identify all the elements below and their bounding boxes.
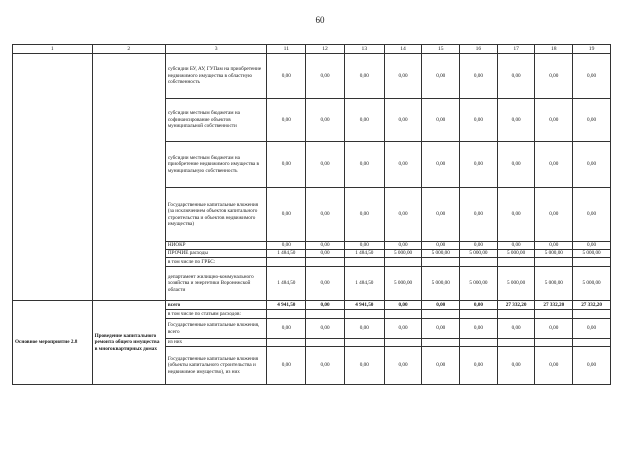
value-cell: 0,00 (384, 319, 422, 339)
value-cell: 0,00 (306, 319, 345, 339)
value-cell: 0,00 (535, 347, 573, 385)
value-cell (267, 310, 306, 319)
value-cell: 0,00 (306, 267, 345, 301)
value-cell: 5 000,00 (460, 250, 498, 258)
column-number: 15 (422, 45, 460, 54)
value-cell: 0,00 (422, 242, 460, 250)
value-cell: 5 000,00 (535, 267, 573, 301)
value-cell: 0,00 (535, 142, 573, 188)
value-cell: 0,00 (267, 142, 306, 188)
value-cell: 0,00 (344, 142, 384, 188)
value-cell: 0,00 (422, 188, 460, 242)
value-cell (422, 339, 460, 347)
value-cell (497, 339, 535, 347)
value-cell: 0,00 (384, 347, 422, 385)
row-label: ПРОЧИЕ расходы (165, 250, 267, 258)
value-cell: 0,00 (422, 319, 460, 339)
value-cell: 0,00 (306, 142, 345, 188)
page-number: 60 (315, 15, 325, 25)
value-cell: 0,00 (306, 347, 345, 385)
value-cell: 0,00 (573, 319, 611, 339)
column-number: 19 (573, 45, 611, 54)
column-number: 1 (13, 45, 93, 54)
value-cell: 0,00 (384, 99, 422, 142)
value-cell: 0,00 (422, 54, 460, 99)
value-cell: 0,00 (460, 319, 498, 339)
value-cell: 0,00 (422, 347, 460, 385)
activity-code: Основное мероприятие 2.8 (13, 301, 93, 385)
row-label: Государственные капитальные вложения (за исключением объектов капитального строительства и объектов недвижимого имущества) (165, 188, 267, 242)
value-cell: 0,00 (460, 54, 498, 99)
column-number: 13 (344, 45, 384, 54)
value-cell (573, 310, 611, 319)
value-cell: 0,00 (344, 242, 384, 250)
row-label: из них (165, 339, 267, 347)
value-cell (460, 310, 498, 319)
value-cell: 0,00 (267, 347, 306, 385)
row-label: в том числе по ГРБС: (165, 258, 267, 267)
row-label: департамент жилищно-коммунального хозяйства и энергетики Воронежской области (165, 267, 267, 301)
value-cell: 0,00 (573, 188, 611, 242)
value-cell: 0,00 (497, 142, 535, 188)
value-cell: 0,00 (460, 347, 498, 385)
value-cell: 0,00 (267, 54, 306, 99)
value-cell: 0,00 (497, 54, 535, 99)
value-cell: 0,00 (306, 242, 345, 250)
column-number: 17 (497, 45, 535, 54)
value-cell (497, 258, 535, 267)
value-cell (422, 310, 460, 319)
activity-cell (13, 54, 93, 301)
row-label: всего (165, 301, 267, 310)
value-cell: 0,00 (344, 347, 384, 385)
value-cell: 5 000,00 (535, 250, 573, 258)
activity-title: Проведение капитального ремонта общего имущества в многоквартирных домах (92, 301, 165, 385)
value-cell: 0,00 (497, 319, 535, 339)
value-cell: 5 000,00 (497, 267, 535, 301)
value-cell: 0,00 (497, 242, 535, 250)
value-cell: 0,00 (306, 250, 345, 258)
value-cell: 0,00 (460, 301, 498, 310)
value-cell (384, 339, 422, 347)
column-number: 3 (165, 45, 267, 54)
value-cell: 1 484,50 (267, 267, 306, 301)
value-cell (535, 258, 573, 267)
value-cell (306, 339, 345, 347)
value-cell: 5 000,00 (460, 267, 498, 301)
value-cell: 1 484,50 (344, 267, 384, 301)
value-cell: 0,00 (460, 188, 498, 242)
table-row (13, 301, 611, 310)
value-cell: 27 332,20 (497, 301, 535, 310)
row-label: субсидии БУ, АУ, ГУПам на приобретение недвижимого имущества в областную собственность (165, 54, 267, 99)
value-cell: 5 000,00 (422, 267, 460, 301)
value-cell: 0,00 (535, 319, 573, 339)
column-number: 11 (267, 45, 306, 54)
value-cell: 0,00 (460, 142, 498, 188)
value-cell (535, 310, 573, 319)
value-cell: 1 484,50 (267, 250, 306, 258)
value-cell: 0,00 (573, 99, 611, 142)
value-cell (344, 310, 384, 319)
value-cell: 0,00 (344, 54, 384, 99)
row-label: субсидии местным бюджетам на софинансирование объектов муниципальной собственности (165, 99, 267, 142)
value-cell: 0,00 (306, 99, 345, 142)
value-cell: 0,00 (267, 188, 306, 242)
value-cell: 0,00 (384, 242, 422, 250)
value-cell: 0,00 (267, 99, 306, 142)
value-cell: 0,00 (306, 54, 345, 99)
value-cell: 0,00 (573, 242, 611, 250)
value-cell: 0,00 (306, 188, 345, 242)
value-cell: 4 941,50 (267, 301, 306, 310)
column-number: 12 (306, 45, 345, 54)
value-cell (460, 339, 498, 347)
budget-table (12, 44, 611, 385)
value-cell: 0,00 (460, 242, 498, 250)
value-cell: 0,00 (384, 188, 422, 242)
activity-name-cell (92, 54, 165, 301)
value-cell: 0,00 (535, 242, 573, 250)
value-cell: 0,00 (267, 242, 306, 250)
value-cell (460, 258, 498, 267)
value-cell: 0,00 (422, 301, 460, 310)
value-cell (573, 339, 611, 347)
value-cell: 0,00 (422, 99, 460, 142)
value-cell (384, 258, 422, 267)
value-cell (535, 339, 573, 347)
row-label: Государственные капитальные вложения (объекты капитального строительства и недвижимое имущество), из них (165, 347, 267, 385)
value-cell: 0,00 (384, 54, 422, 99)
section-b (13, 301, 611, 385)
value-cell: 0,00 (573, 54, 611, 99)
value-cell: 5 000,00 (573, 250, 611, 258)
value-cell: 0,00 (535, 99, 573, 142)
value-cell: 5 000,00 (422, 250, 460, 258)
value-cell (497, 310, 535, 319)
row-label: НИОКР (165, 242, 267, 250)
value-cell: 0,00 (535, 188, 573, 242)
value-cell (267, 339, 306, 347)
value-cell: 0,00 (573, 142, 611, 188)
column-number: 18 (535, 45, 573, 54)
value-cell: 5 000,00 (573, 267, 611, 301)
value-cell (384, 310, 422, 319)
value-cell: 0,00 (460, 99, 498, 142)
value-cell (344, 258, 384, 267)
value-cell: 0,00 (535, 54, 573, 99)
value-cell (573, 258, 611, 267)
row-label: в том числе по статьям расходов: (165, 310, 267, 319)
value-cell: 1 484,50 (344, 250, 384, 258)
value-cell (306, 258, 345, 267)
value-cell: 27 332,20 (573, 301, 611, 310)
column-number: 16 (460, 45, 498, 54)
row-label: субсидии местным бюджетам на приобретение недвижимого имущества в муниципальную собственность (165, 142, 267, 188)
value-cell: 0,00 (497, 188, 535, 242)
column-number: 14 (384, 45, 422, 54)
value-cell: 0,00 (422, 142, 460, 188)
value-cell: 0,00 (344, 188, 384, 242)
column-number: 2 (92, 45, 165, 54)
value-cell (422, 258, 460, 267)
value-cell: 0,00 (573, 347, 611, 385)
section-a (13, 54, 611, 301)
value-cell (344, 339, 384, 347)
value-cell: 0,00 (267, 319, 306, 339)
value-cell: 5 000,00 (384, 267, 422, 301)
value-cell: 0,00 (384, 301, 422, 310)
value-cell: 0,00 (497, 347, 535, 385)
value-cell: 0,00 (344, 319, 384, 339)
value-cell (267, 258, 306, 267)
table-row (13, 54, 611, 99)
value-cell: 27 332,20 (535, 301, 573, 310)
column-numbers-row (13, 45, 611, 54)
value-cell: 0,00 (306, 301, 345, 310)
row-label: Государственные капитальные вложения, всего (165, 319, 267, 339)
value-cell: 0,00 (384, 142, 422, 188)
value-cell: 4 941,50 (344, 301, 384, 310)
value-cell: 0,00 (344, 99, 384, 142)
value-cell: 5 000,00 (497, 250, 535, 258)
value-cell: 5 000,00 (384, 250, 422, 258)
value-cell (306, 310, 345, 319)
value-cell: 0,00 (497, 99, 535, 142)
